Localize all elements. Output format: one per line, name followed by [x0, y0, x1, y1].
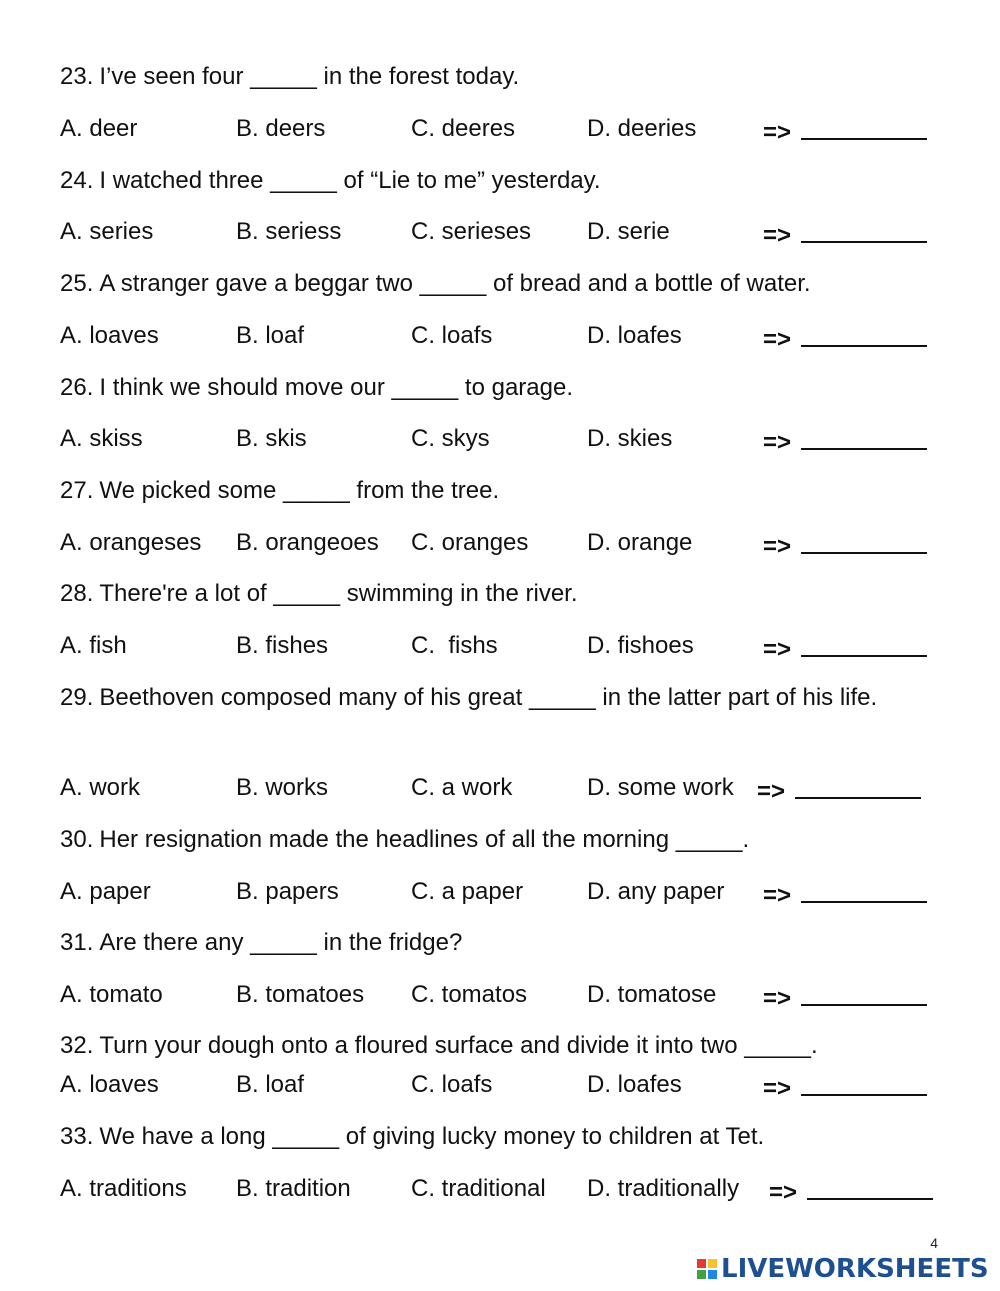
- question-number: 24.: [60, 167, 94, 194]
- option-c[interactable]: C. loafs: [411, 322, 493, 349]
- option-c[interactable]: C. a paper: [411, 878, 524, 905]
- question-28: [60, 579, 940, 609]
- question-33: [60, 1122, 940, 1152]
- option-b[interactable]: B. fishes: [236, 632, 329, 659]
- question-number: 25.: [60, 270, 94, 297]
- question-text: Are there any _____ in the fridge?: [99, 929, 463, 956]
- answer-blank[interactable]: [801, 631, 927, 657]
- option-a[interactable]: A. series: [60, 218, 154, 245]
- option-d[interactable]: D. tomatose: [587, 981, 717, 1008]
- question-text: A stranger gave a beggar two _____ of bread and a bottle of water.: [99, 270, 811, 297]
- option-c[interactable]: C. oranges: [411, 529, 529, 556]
- question-number: 30.: [60, 826, 94, 853]
- answer-field: [763, 631, 927, 665]
- question-number: 26.: [60, 374, 94, 401]
- answer-blank[interactable]: [801, 980, 927, 1006]
- answer-blank[interactable]: [801, 424, 927, 450]
- answer-arrow: =>: [763, 1075, 792, 1102]
- option-c[interactable]: C. skys: [411, 425, 490, 452]
- option-b[interactable]: B. loaf: [236, 322, 305, 349]
- page-number: 4: [930, 1235, 938, 1251]
- question-text: There're a lot of _____ swimming in the river.: [99, 580, 578, 607]
- question-number: 27.: [60, 477, 94, 504]
- option-b[interactable]: B. works: [236, 774, 329, 801]
- question-text: Her resignation made the headlines of all the morning _____.: [99, 826, 750, 853]
- answer-field: [769, 1174, 933, 1208]
- question-26: [60, 373, 940, 403]
- option-a[interactable]: A. loaves: [60, 1071, 159, 1098]
- answer-field: [763, 217, 927, 251]
- question-text: I watched three _____ of “Lie to me” yesterday.: [99, 167, 601, 194]
- answer-field: [763, 980, 927, 1014]
- question-number: 31.: [60, 929, 94, 956]
- answer-arrow: =>: [763, 119, 792, 146]
- question-30: [60, 825, 940, 855]
- option-d[interactable]: D. skies: [587, 425, 673, 452]
- answer-field: [757, 773, 921, 807]
- option-a[interactable]: A. traditions: [60, 1175, 187, 1202]
- option-a[interactable]: A. tomato: [60, 981, 163, 1008]
- option-b[interactable]: B. tomatoes: [236, 981, 365, 1008]
- option-c[interactable]: C. tomatos: [411, 981, 528, 1008]
- option-d[interactable]: D. any paper: [587, 878, 725, 905]
- option-c[interactable]: C. loafs: [411, 1071, 493, 1098]
- brand-name: LIVEWORKSHEETS: [721, 1254, 989, 1284]
- answer-field: [763, 877, 927, 911]
- question-text: I’ve seen four _____ in the forest today.: [99, 63, 520, 90]
- question-number: 33.: [60, 1123, 94, 1150]
- option-b[interactable]: B. papers: [236, 878, 339, 905]
- answer-blank[interactable]: [801, 528, 927, 554]
- option-a[interactable]: A. work: [60, 774, 141, 801]
- answer-field: [763, 424, 927, 458]
- liveworksheets-logo-icon: [697, 1259, 717, 1279]
- question-text: I think we should move our _____ to garage.: [99, 374, 574, 401]
- option-d[interactable]: D. loafes: [587, 1071, 682, 1098]
- answer-blank[interactable]: [801, 321, 927, 347]
- answer-arrow: =>: [769, 1179, 798, 1206]
- answer-arrow: =>: [763, 533, 792, 560]
- option-a[interactable]: A. skiss: [60, 425, 143, 452]
- option-b[interactable]: B. deers: [236, 115, 326, 142]
- option-a[interactable]: A. fish: [60, 632, 127, 659]
- answer-field: [763, 1070, 927, 1104]
- question-29: [60, 679, 940, 717]
- option-d[interactable]: D. some work: [587, 774, 734, 801]
- question-text: Turn your dough onto a floured surface and divide it into two _____.: [99, 1032, 818, 1059]
- option-a[interactable]: A. orangeses: [60, 529, 202, 556]
- option-b[interactable]: B. seriess: [236, 218, 342, 245]
- answer-field: [763, 528, 927, 562]
- option-b[interactable]: B. tradition: [236, 1175, 351, 1202]
- answer-arrow: =>: [763, 985, 792, 1012]
- question-31: [60, 928, 940, 958]
- answer-arrow: =>: [763, 882, 792, 909]
- question-number: 32.: [60, 1032, 94, 1059]
- question-text: We picked some _____ from the tree.: [99, 477, 500, 504]
- answer-blank[interactable]: [795, 773, 921, 799]
- question-23: [60, 62, 940, 92]
- answer-blank[interactable]: [801, 1070, 927, 1096]
- option-c[interactable]: C. traditional: [411, 1175, 546, 1202]
- option-d[interactable]: D. traditionally: [587, 1175, 740, 1202]
- answer-blank[interactable]: [801, 877, 927, 903]
- answer-arrow: =>: [763, 326, 792, 353]
- answer-arrow: =>: [763, 429, 792, 456]
- answer-arrow: =>: [763, 636, 792, 663]
- option-c[interactable]: C. deeres: [411, 115, 516, 142]
- question-24: [60, 166, 940, 196]
- option-c[interactable]: C. serieses: [411, 218, 532, 245]
- answer-blank[interactable]: [801, 217, 927, 243]
- option-d[interactable]: D. orange: [587, 529, 693, 556]
- question-number: 23.: [60, 63, 94, 90]
- option-c[interactable]: C. a work: [411, 774, 513, 801]
- option-d[interactable]: D. serie: [587, 218, 670, 245]
- answer-arrow: =>: [757, 778, 786, 805]
- question-25: [60, 269, 940, 299]
- question-27: [60, 476, 940, 506]
- option-b[interactable]: B. skis: [236, 425, 307, 452]
- answer-field: [763, 321, 927, 355]
- question-number: 28.: [60, 580, 94, 607]
- question-text: We have a long _____ of giving lucky money to children at Tet.: [99, 1123, 765, 1150]
- option-b[interactable]: B. loaf: [236, 1071, 305, 1098]
- question-number: 29.: [60, 684, 94, 711]
- option-d[interactable]: D. deeries: [587, 115, 697, 142]
- option-d[interactable]: D. fishoes: [587, 632, 694, 659]
- question-text: Beethoven composed many of his great _____ in the latter part of his life.: [99, 684, 878, 711]
- answer-field: [763, 114, 927, 148]
- option-c[interactable]: C. fishs: [411, 632, 498, 659]
- option-a[interactable]: A. paper: [60, 878, 151, 905]
- question-32: [60, 1031, 940, 1061]
- answer-arrow: =>: [763, 222, 792, 249]
- option-a[interactable]: A. loaves: [60, 322, 159, 349]
- option-b[interactable]: B. orangeoes: [236, 529, 379, 556]
- answer-blank[interactable]: [801, 114, 927, 140]
- answer-blank[interactable]: [807, 1174, 933, 1200]
- liveworksheets-logo[interactable]: [697, 1253, 989, 1285]
- option-a[interactable]: A. deer: [60, 115, 138, 142]
- option-d[interactable]: D. loafes: [587, 322, 682, 349]
